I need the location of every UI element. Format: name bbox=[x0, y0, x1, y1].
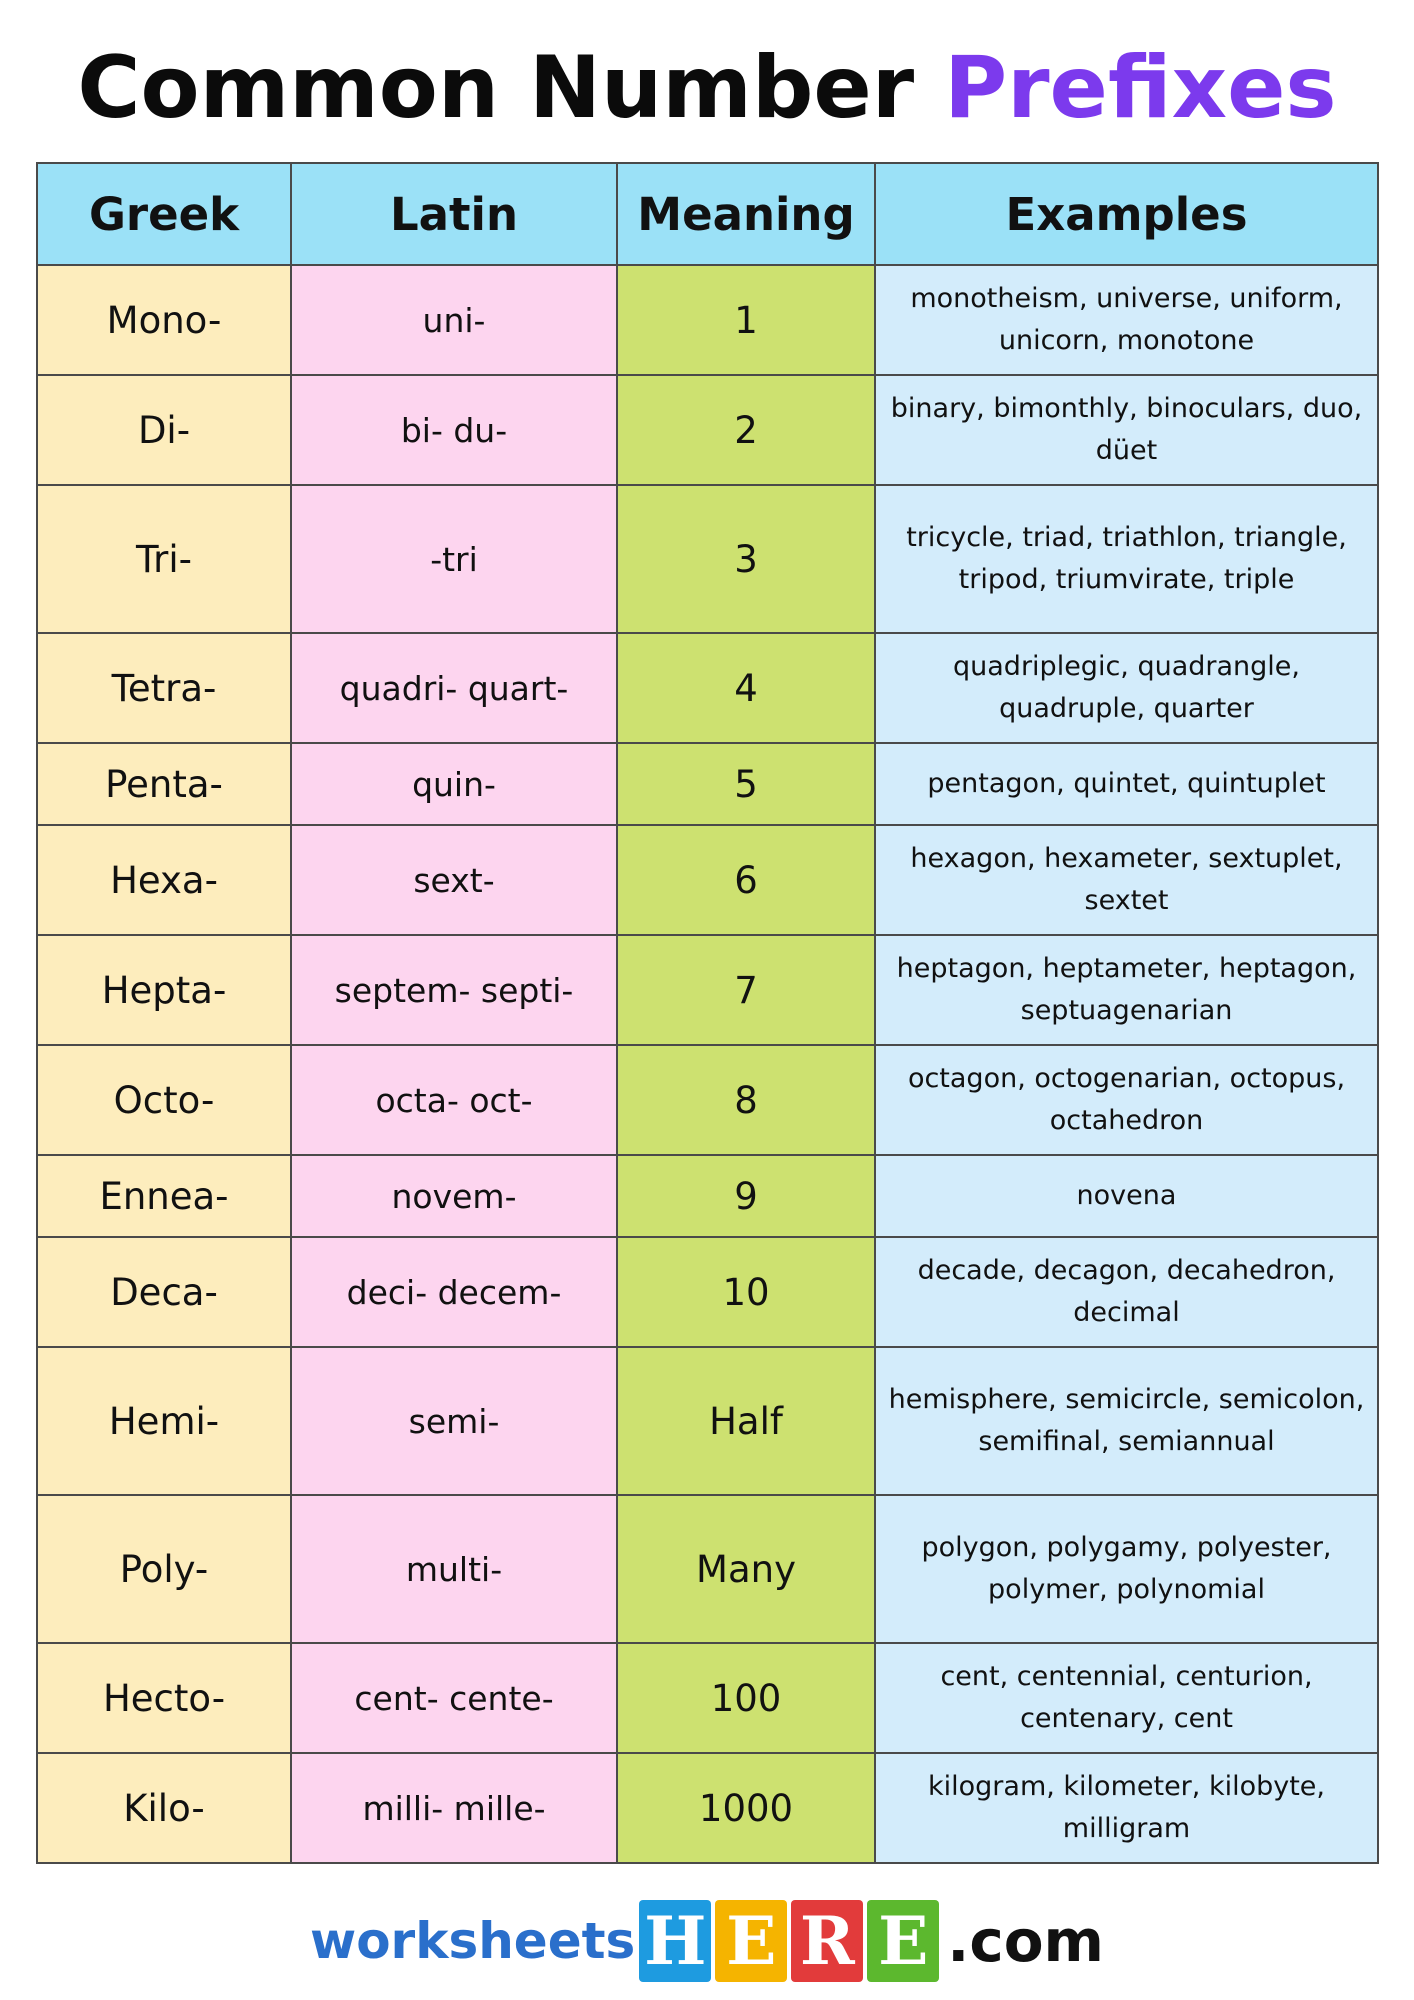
meaning-cell: 8 bbox=[617, 1045, 875, 1155]
examples-cell: quadriplegic, quadrangle, quadruple, quarter bbox=[875, 633, 1378, 743]
table-row bbox=[37, 825, 1378, 935]
latin-cell: deci- decem- bbox=[291, 1237, 617, 1347]
latin-cell: multi- bbox=[291, 1495, 617, 1643]
examples-cell: tricycle, triad, triathlon, triangle, tripod, triumvirate, triple bbox=[875, 485, 1378, 633]
examples-cell: monotheism, universe, uniform, unicorn, monotone bbox=[875, 265, 1378, 375]
greek-cell: Octo- bbox=[37, 1045, 291, 1155]
meaning-cell: Many bbox=[617, 1495, 875, 1643]
meaning-cell: 3 bbox=[617, 485, 875, 633]
meaning-cell: 5 bbox=[617, 743, 875, 825]
greek-cell: Poly- bbox=[37, 1495, 291, 1643]
latin-cell: milli- mille- bbox=[291, 1753, 617, 1863]
greek-cell: Mono- bbox=[37, 265, 291, 375]
greek-cell: Deca- bbox=[37, 1237, 291, 1347]
latin-cell: uni- bbox=[291, 265, 617, 375]
examples-cell: kilogram, kilometer, kilobyte, milligram bbox=[875, 1753, 1378, 1863]
table-row bbox=[37, 1237, 1378, 1347]
table-row bbox=[37, 1155, 1378, 1237]
examples-cell: heptagon, heptameter, heptagon, septuagenarian bbox=[875, 935, 1378, 1045]
page-title bbox=[0, 38, 1414, 138]
greek-cell: Hecto- bbox=[37, 1643, 291, 1753]
title-main: Common Number bbox=[77, 38, 915, 138]
footer-logo bbox=[0, 1900, 1414, 1990]
table-row bbox=[37, 935, 1378, 1045]
meaning-cell: 1000 bbox=[617, 1753, 875, 1863]
meaning-cell: 2 bbox=[617, 375, 875, 485]
examples-cell: pentagon, quintet, quintuplet bbox=[875, 743, 1378, 825]
table-row bbox=[37, 1495, 1378, 1643]
meaning-cell: 1 bbox=[617, 265, 875, 375]
meaning-cell: 9 bbox=[617, 1155, 875, 1237]
table-row bbox=[37, 265, 1378, 375]
examples-cell: cent, centennial, centurion, centenary, cent bbox=[875, 1643, 1378, 1753]
latin-cell: cent- cente- bbox=[291, 1643, 617, 1753]
table-row bbox=[37, 743, 1378, 825]
table-row bbox=[37, 375, 1378, 485]
title-accent: Prefixes bbox=[944, 38, 1337, 138]
meaning-cell: 100 bbox=[617, 1643, 875, 1753]
table-header-row bbox=[37, 163, 1378, 265]
header-greek: Greek bbox=[37, 163, 291, 265]
brand-text: worksheets bbox=[310, 1912, 636, 1970]
meaning-cell: 10 bbox=[617, 1237, 875, 1347]
examples-cell: octagon, octogenarian, octopus, octahedron bbox=[875, 1045, 1378, 1155]
examples-cell: hemisphere, semicircle, semicolon, semifinal, semiannual bbox=[875, 1347, 1378, 1495]
greek-cell: Tri- bbox=[37, 485, 291, 633]
header-examples: Examples bbox=[875, 163, 1378, 265]
examples-cell: decade, decagon, decahedron, decimal bbox=[875, 1237, 1378, 1347]
meaning-cell: 4 bbox=[617, 633, 875, 743]
greek-cell: Hemi- bbox=[37, 1347, 291, 1495]
greek-cell: Hepta- bbox=[37, 935, 291, 1045]
table-row bbox=[37, 1753, 1378, 1863]
greek-cell: Di- bbox=[37, 375, 291, 485]
header-latin: Latin bbox=[291, 163, 617, 265]
logo-tile: R bbox=[791, 1900, 863, 1982]
latin-cell: quin- bbox=[291, 743, 617, 825]
examples-cell: hexagon, hexameter, sextuplet, sextet bbox=[875, 825, 1378, 935]
greek-cell: Ennea- bbox=[37, 1155, 291, 1237]
table-row bbox=[37, 633, 1378, 743]
logo-tile: H bbox=[639, 1900, 711, 1982]
examples-cell: binary, bimonthly, binoculars, duo, düet bbox=[875, 375, 1378, 485]
meaning-cell: 6 bbox=[617, 825, 875, 935]
table-row bbox=[37, 485, 1378, 633]
table-row bbox=[37, 1643, 1378, 1753]
prefix-table bbox=[36, 162, 1379, 1864]
greek-cell: Penta- bbox=[37, 743, 291, 825]
meaning-cell: 7 bbox=[617, 935, 875, 1045]
latin-cell: novem- bbox=[291, 1155, 617, 1237]
meaning-cell: Half bbox=[617, 1347, 875, 1495]
latin-cell: -tri bbox=[291, 485, 617, 633]
table-row bbox=[37, 1347, 1378, 1495]
greek-cell: Hexa- bbox=[37, 825, 291, 935]
latin-cell: octa- oct- bbox=[291, 1045, 617, 1155]
header-meaning: Meaning bbox=[617, 163, 875, 265]
brand-suffix: .com bbox=[947, 1907, 1104, 1975]
latin-cell: bi- du- bbox=[291, 375, 617, 485]
latin-cell: quadri- quart- bbox=[291, 633, 617, 743]
examples-cell: polygon, polygamy, polyester, polymer, polynomial bbox=[875, 1495, 1378, 1643]
examples-cell: novena bbox=[875, 1155, 1378, 1237]
latin-cell: septem- septi- bbox=[291, 935, 617, 1045]
latin-cell: semi- bbox=[291, 1347, 617, 1495]
logo-tile: E bbox=[715, 1900, 787, 1982]
logo-tile: E bbox=[867, 1900, 939, 1982]
table-row bbox=[37, 1045, 1378, 1155]
latin-cell: sext- bbox=[291, 825, 617, 935]
greek-cell: Kilo- bbox=[37, 1753, 291, 1863]
greek-cell: Tetra- bbox=[37, 633, 291, 743]
